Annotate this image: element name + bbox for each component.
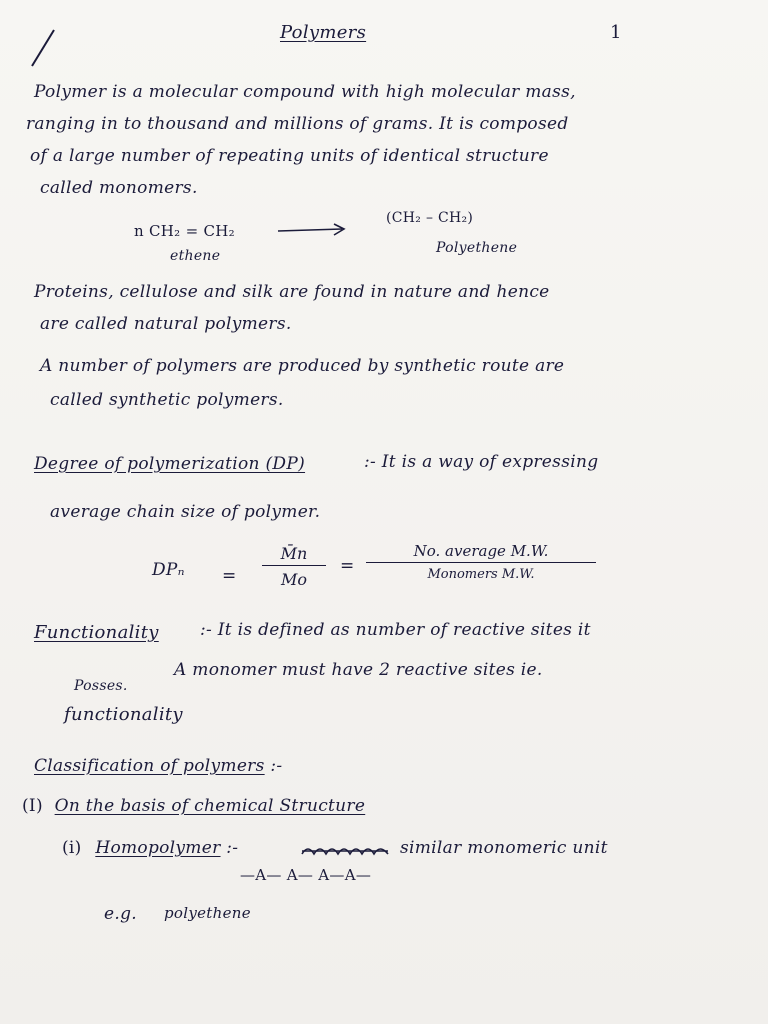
synthetic-line-2: called synthetic polymers. [50, 390, 284, 410]
classification-suffix: :- [270, 756, 283, 776]
corner-slash-mark [28, 28, 58, 68]
dp-text-1: :- It is a way of expressing [364, 452, 599, 472]
dp-mo: Mo [280, 570, 307, 589]
reaction-reactant: n CH₂ = CH₂ [134, 222, 235, 240]
dp-eq-2: = [340, 556, 355, 576]
functionality-heading: Functionality [34, 622, 159, 643]
functionality-text-1: :- It is defined as number of reactive sites it [200, 620, 591, 640]
dp-lhs: DPₙ [152, 560, 185, 580]
dp-fraction-mw [366, 542, 596, 582]
example-text: polyethene [164, 904, 251, 922]
natural-line-2: are called natural polymers. [40, 314, 292, 334]
basis-text: On the basis of chemical Structure [54, 796, 366, 816]
synthetic-line-1: A number of polymers are produced by synthetic route are [40, 356, 565, 376]
functionality-text-2a: Posses. [74, 678, 128, 694]
reaction-arrow-icon [276, 222, 348, 238]
functionality-text-3: functionality [64, 704, 183, 725]
reaction-product-name: Polyethene [436, 240, 518, 256]
homopolymer-label: Homopolymer [95, 838, 221, 858]
functionality-text-2b: A monomer must have 2 reactive sites ie. [174, 660, 543, 680]
dp-fraction-mn-mo [262, 544, 326, 589]
reaction-product: (CH₂ – CH₂) [386, 210, 474, 226]
homopolymer-number: (i) [62, 838, 82, 858]
intro-line-4: called monomers. [40, 178, 198, 198]
example-label: e.g. [104, 904, 137, 924]
homopolymer-text: similar monomeric unit [400, 838, 608, 858]
homopolymer-sep: :- [226, 838, 239, 858]
dp-denominator: Monomers M.W. [427, 567, 535, 582]
reaction-reactant-name: ethene [170, 248, 221, 264]
homopolymer-row [62, 838, 238, 858]
natural-line-1: Proteins, cellulose and silk are found in nature and hence [34, 282, 550, 302]
homopolymer-chain: —A— A— A—A— [240, 866, 372, 884]
dp-text-2: average chain size of polymer. [50, 502, 321, 522]
dp-mn: M̄n [262, 544, 326, 566]
intro-line-3: of a large number of repeating units of identical structure [30, 146, 549, 166]
intro-line-2: ranging in to thousand and millions of grams. It is composed [26, 114, 569, 134]
page-title: Polymers [280, 22, 367, 43]
scribble-mark [300, 842, 392, 860]
dp-heading: Degree of polymerization (DP) [34, 454, 306, 474]
classification-heading: Classification of polymers [34, 756, 265, 776]
dp-eq-1: = [222, 566, 237, 586]
page-number: 1 [610, 22, 622, 43]
dp-numerator: No. average M.W. [366, 542, 596, 563]
basis-row [22, 796, 365, 816]
classification-heading-row [34, 756, 282, 776]
intro-line-1: Polymer is a molecular compound with high molecular mass, [34, 82, 576, 102]
basis-number: (I) [22, 796, 43, 816]
